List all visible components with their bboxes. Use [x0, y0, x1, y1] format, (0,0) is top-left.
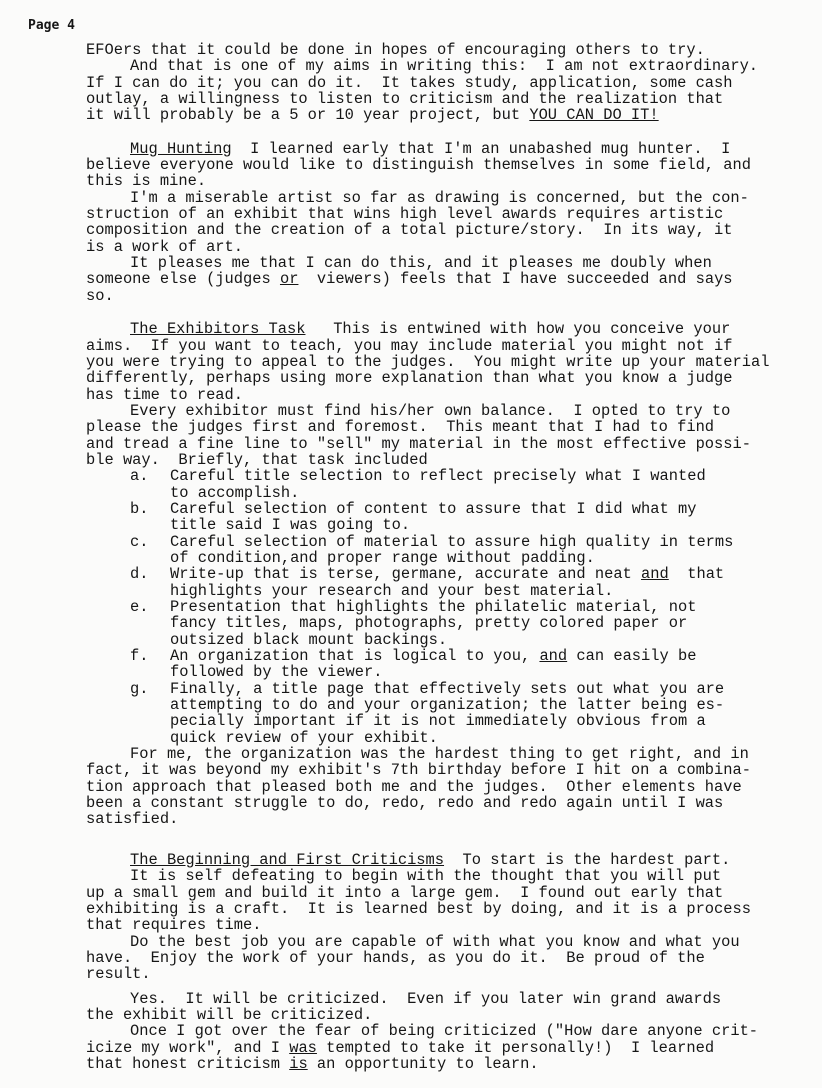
list-item: a. Careful title selection to reflect precisely what I wanted to accomplish. — [130, 467, 706, 502]
text-line: differently, perhaps using more explanation than what you know a judge — [86, 369, 733, 388]
text-line: For me, the organization was the hardest thing to get right, and in — [130, 745, 749, 764]
text-line: Do the best job you are capable of with what you know and what you — [130, 932, 740, 951]
list-item: d. Write-up that is terse, germane, accurate and neat and that highlights your research and your best material. — [130, 565, 725, 600]
text-line: and tread a fine line to "sell" my material in the most effective possi- — [86, 434, 751, 453]
text-line: Every exhibitor must find his/her own balance. I opted to try to — [130, 401, 731, 420]
list-item: e. Presentation that highlights the philatelic material, not fancy titles, maps, photographs, pretty colored paper or outsized black mount backings. — [130, 598, 697, 649]
text-line: result. — [86, 965, 151, 984]
section-heading-exhibitors-task: The Exhibitors Task — [130, 320, 306, 339]
text-line: EFOers that it could be done in hopes of encouraging others to try. — [86, 41, 705, 59]
text-line: is a work of art. — [86, 237, 244, 256]
text-line: up a small gem and build it into a large gem. I found out early that — [86, 883, 724, 902]
list-item: f. An organization that is logical to you, and can easily be followed by the viewer. — [130, 647, 697, 682]
text-line: this is mine. — [86, 172, 207, 191]
list-item: c. Careful selection of material to assure high quality in terms of condition,and proper range without padding. — [130, 532, 734, 567]
list-item: b. Careful selection of content to assure that I did what my title said I was going to. — [130, 499, 697, 535]
text-line: tion approach that pleased both me and the judges. Other elements have — [86, 777, 742, 796]
text-line: that honest criticism is an opportunity to learn. — [86, 1054, 539, 1073]
text-line: If I can do it; you can do it. It takes study, application, some cash — [86, 73, 733, 92]
text-line: someone else (judges or viewers) feels that I have succeeded and says — [86, 270, 733, 289]
text-line: it will probably be a 5 or 10 year project, but YOU CAN DO IT! — [86, 106, 659, 125]
text-line: fact, it was beyond my exhibit's 7th birthday before I hit on a combina- — [86, 761, 751, 780]
text-line: Mug Hunting I learned early that I'm an unabashed mug hunter. I — [130, 139, 731, 158]
text-line: satisfied. — [86, 810, 179, 829]
text-line: you were trying to appeal to the judges. You might write up your material — [86, 352, 770, 371]
text-line: icize my work", and I was tempted to take it personally!) I learned — [86, 1038, 715, 1057]
text-line: composition and the creation of a total picture/story. In its way, it — [86, 221, 733, 240]
text-line: It pleases me that I can do this, and it pleases me doubly when — [130, 254, 712, 273]
text-line: Once I got over the fear of being criticized ("How dare anyone crit- — [130, 1022, 759, 1041]
text-line: have. Enjoy the work of your hands, as you do it. Be proud of the — [86, 948, 705, 967]
text-line: so. — [86, 286, 114, 305]
text-line: I'm a miserable artist so far as drawing is concerned, but the con- — [130, 188, 749, 207]
emphasis-text: YOU CAN DO IT! — [529, 106, 659, 125]
page-number: Page 4 — [28, 18, 75, 33]
text-line: been a constant struggle to do, redo, redo and redo again until I was — [86, 794, 724, 813]
section-heading-beginning: The Beginning and First Criticisms — [130, 850, 445, 869]
list-item: g. Finally, a title page that effectively sets out what you are attempting to do and your organization; the latter being es- pecially important if it is not immediately obvious from a quick review of your exhibit. — [130, 679, 725, 747]
text-line: outlay, a willingness to listen to criticism and the realization that — [86, 90, 724, 109]
section-heading-mug-hunting: Mug Hunting — [130, 139, 232, 158]
text-line: that requires time. — [86, 916, 262, 935]
text-line: struction of an exhibit that wins high level awards requires artistic — [86, 205, 724, 224]
text-line: ble way. Briefly, that task included — [86, 450, 428, 469]
text-line: exhibiting is a craft. It is learned best by doing, and it is a process — [86, 899, 751, 918]
text-line: The Exhibitors Task This is entwined with how you conceive your — [130, 320, 731, 339]
document-body — [86, 42, 816, 1072]
text-line: believe everyone would like to distinguish themselves in some field, and — [86, 156, 751, 175]
text-line: please the judges first and foremost. This meant that I had to find — [86, 418, 715, 437]
text-line: It is self defeating to begin with the thought that you will put — [130, 867, 722, 886]
text-line: has time to read. — [86, 385, 244, 404]
text-line: And that is one of my aims in writing this: I am not extraordinary. — [130, 57, 759, 76]
text-line: aims. If you want to teach, you may include material you might not if — [86, 336, 733, 355]
text-line: Yes. It will be criticized. Even if you later win grand awards — [130, 989, 722, 1008]
text-line: the exhibit will be criticized. — [86, 1005, 373, 1024]
text-line: The Beginning and First Criticisms To start is the hardest part. — [130, 850, 731, 869]
